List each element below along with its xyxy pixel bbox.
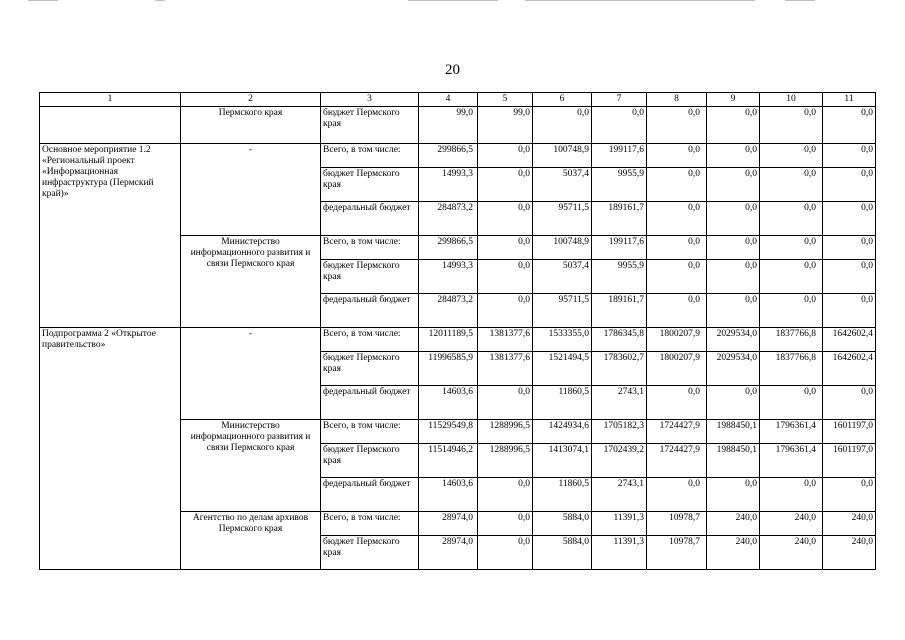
amount-cell: 1702439,2: [592, 444, 647, 478]
amount-cell: 11529549,8: [419, 420, 478, 444]
amount-cell: 0,0: [647, 260, 707, 294]
column-header: 7: [592, 93, 647, 107]
amount-cell: 0,0: [707, 294, 760, 328]
amount-cell: 100748,9: [533, 144, 592, 168]
scan-artifact: [28, 0, 58, 1]
amount-cell: 0,0: [760, 107, 823, 144]
amount-cell: 12011189,5: [419, 328, 478, 352]
amount-cell: 0,0: [478, 202, 533, 236]
amount-cell: 1724427,9: [647, 420, 707, 444]
amount-cell: 2743,1: [592, 478, 647, 512]
funding-source-cell: Всего, в том числе:: [321, 236, 419, 260]
amount-cell: 0,0: [707, 168, 760, 202]
column-header: 6: [533, 93, 592, 107]
amount-cell: 284873,2: [419, 294, 478, 328]
amount-cell: 11391,3: [592, 512, 647, 536]
amount-cell: 2743,1: [592, 386, 647, 420]
funding-source-cell: бюджет Пермского края: [321, 260, 419, 294]
funding-source-cell: федеральный бюджет: [321, 202, 419, 236]
funding-source-cell: бюджет Пермского края: [321, 536, 419, 570]
amount-cell: 0,0: [823, 144, 876, 168]
table-row: [40, 107, 876, 144]
budget-table: [39, 92, 876, 570]
amount-cell: 1988450,1: [707, 420, 760, 444]
amount-cell: 5884,0: [533, 536, 592, 570]
amount-cell: 0,0: [478, 536, 533, 570]
amount-cell: 1288996,5: [478, 420, 533, 444]
executor-cell: -: [181, 328, 321, 420]
amount-cell: 0,0: [647, 294, 707, 328]
amount-cell: 9955,9: [592, 168, 647, 202]
amount-cell: 0,0: [478, 294, 533, 328]
column-header: 8: [647, 93, 707, 107]
amount-cell: 0,0: [823, 260, 876, 294]
amount-cell: 1601197,0: [823, 444, 876, 478]
scan-artifact: [408, 0, 498, 1]
amount-cell: 1705182,3: [592, 420, 647, 444]
amount-cell: 0,0: [707, 107, 760, 144]
amount-cell: 0,0: [760, 236, 823, 260]
amount-cell: 189161,7: [592, 202, 647, 236]
activity-name-cell: [40, 107, 181, 144]
amount-cell: 99,0: [478, 107, 533, 144]
amount-cell: 1800207,9: [647, 352, 707, 386]
amount-cell: 11514946,2: [419, 444, 478, 478]
column-header: 5: [478, 93, 533, 107]
amount-cell: 1521494,5: [533, 352, 592, 386]
amount-cell: 0,0: [478, 260, 533, 294]
amount-cell: 284873,2: [419, 202, 478, 236]
amount-cell: 1642602,4: [823, 328, 876, 352]
funding-source-cell: бюджет Пермского края: [321, 107, 419, 144]
amount-cell: 240,0: [823, 512, 876, 536]
funding-source-cell: бюджет Пермского края: [321, 444, 419, 478]
amount-cell: 240,0: [707, 512, 760, 536]
column-header: 10: [760, 93, 823, 107]
amount-cell: 0,0: [478, 168, 533, 202]
amount-cell: 0,0: [478, 386, 533, 420]
amount-cell: 0,0: [707, 478, 760, 512]
amount-cell: 189161,7: [592, 294, 647, 328]
amount-cell: 0,0: [760, 260, 823, 294]
funding-source-cell: федеральный бюджет: [321, 386, 419, 420]
column-header: 3: [321, 93, 419, 107]
amount-cell: 240,0: [707, 536, 760, 570]
amount-cell: 0,0: [647, 107, 707, 144]
column-header: 1: [40, 93, 181, 107]
amount-cell: 240,0: [760, 512, 823, 536]
activity-name-cell: Основное мероприятие 1.2 «Региональный проект «Информационная инфраструктура (Пермский край)»: [40, 144, 181, 328]
amount-cell: 11391,3: [592, 536, 647, 570]
amount-cell: 1783602,7: [592, 352, 647, 386]
page-number: 20: [445, 62, 460, 78]
amount-cell: 2029534,0: [707, 352, 760, 386]
amount-cell: 11860,5: [533, 386, 592, 420]
amount-cell: 5884,0: [533, 512, 592, 536]
amount-cell: 0,0: [707, 202, 760, 236]
amount-cell: 0,0: [823, 202, 876, 236]
amount-cell: 1424934,6: [533, 420, 592, 444]
amount-cell: 0,0: [760, 386, 823, 420]
amount-cell: 0,0: [478, 236, 533, 260]
amount-cell: 1837766,8: [760, 328, 823, 352]
amount-cell: 0,0: [647, 386, 707, 420]
amount-cell: 1786345,8: [592, 328, 647, 352]
amount-cell: 0,0: [592, 107, 647, 144]
amount-cell: 1800207,9: [647, 328, 707, 352]
amount-cell: 0,0: [760, 202, 823, 236]
amount-cell: 0,0: [760, 144, 823, 168]
amount-cell: 199117,6: [592, 236, 647, 260]
scan-artifact: [525, 0, 755, 1]
amount-cell: 0,0: [823, 478, 876, 512]
amount-cell: 0,0: [707, 260, 760, 294]
amount-cell: 1988450,1: [707, 444, 760, 478]
amount-cell: 1724427,9: [647, 444, 707, 478]
amount-cell: 0,0: [823, 107, 876, 144]
amount-cell: 0,0: [823, 236, 876, 260]
column-header: 4: [419, 93, 478, 107]
amount-cell: 14603,6: [419, 478, 478, 512]
amount-cell: 1381377,6: [478, 352, 533, 386]
activity-name-cell: Подпрограмма 2 «Открытое правительство»: [40, 328, 181, 570]
amount-cell: 14993,3: [419, 168, 478, 202]
amount-cell: 1601197,0: [823, 420, 876, 444]
amount-cell: 240,0: [823, 536, 876, 570]
amount-cell: 0,0: [823, 168, 876, 202]
amount-cell: 0,0: [647, 168, 707, 202]
amount-cell: 0,0: [707, 386, 760, 420]
column-header: 2: [181, 93, 321, 107]
amount-cell: 100748,9: [533, 236, 592, 260]
amount-cell: 0,0: [478, 512, 533, 536]
amount-cell: 2029534,0: [707, 328, 760, 352]
amount-cell: 0,0: [647, 478, 707, 512]
amount-cell: 11860,5: [533, 478, 592, 512]
amount-cell: 95711,5: [533, 294, 592, 328]
amount-cell: 1381377,6: [478, 328, 533, 352]
column-header: 9: [707, 93, 760, 107]
amount-cell: 0,0: [647, 144, 707, 168]
executor-cell: Агентство по делам архивов Пермского края: [181, 512, 321, 570]
amount-cell: 0,0: [478, 478, 533, 512]
amount-cell: 1413074,1: [533, 444, 592, 478]
amount-cell: 0,0: [823, 294, 876, 328]
amount-cell: 11996585,9: [419, 352, 478, 386]
table-row: [40, 328, 876, 352]
amount-cell: 0,0: [647, 202, 707, 236]
amount-cell: 0,0: [478, 144, 533, 168]
amount-cell: 199117,6: [592, 144, 647, 168]
funding-source-cell: бюджет Пермского края: [321, 168, 419, 202]
table-row: [40, 144, 876, 168]
executor-cell: Пермского края: [181, 107, 321, 144]
amount-cell: 0,0: [647, 236, 707, 260]
amount-cell: 95711,5: [533, 202, 592, 236]
executor-cell: Министерство информационного развития и связи Пермского края: [181, 236, 321, 328]
funding-source-cell: федеральный бюджет: [321, 294, 419, 328]
amount-cell: 10978,7: [647, 536, 707, 570]
amount-cell: 14993,3: [419, 260, 478, 294]
funding-source-cell: федеральный бюджет: [321, 478, 419, 512]
amount-cell: 10978,7: [647, 512, 707, 536]
amount-cell: 1837766,8: [760, 352, 823, 386]
funding-source-cell: бюджет Пермского края: [321, 352, 419, 386]
amount-cell: 299866,5: [419, 236, 478, 260]
amount-cell: 0,0: [707, 236, 760, 260]
amount-cell: 0,0: [823, 386, 876, 420]
column-header: 11: [823, 93, 876, 107]
executor-cell: Министерство информационного развития и связи Пермского края: [181, 420, 321, 512]
scan-artifact: [155, 0, 165, 1]
executor-cell: -: [181, 144, 321, 236]
scan-artifact: [785, 0, 815, 1]
amount-cell: 5037,4: [533, 168, 592, 202]
amount-cell: 0,0: [707, 144, 760, 168]
column-number-row: [40, 93, 876, 107]
funding-source-cell: Всего, в том числе:: [321, 328, 419, 352]
funding-source-cell: Всего, в том числе:: [321, 144, 419, 168]
amount-cell: 1796361,4: [760, 444, 823, 478]
funding-source-cell: Всего, в том числе:: [321, 420, 419, 444]
amount-cell: 0,0: [760, 168, 823, 202]
amount-cell: 1533355,0: [533, 328, 592, 352]
amount-cell: 1288996,5: [478, 444, 533, 478]
amount-cell: 28974,0: [419, 536, 478, 570]
amount-cell: 5037,4: [533, 260, 592, 294]
amount-cell: 99,0: [419, 107, 478, 144]
amount-cell: 9955,9: [592, 260, 647, 294]
amount-cell: 0,0: [760, 294, 823, 328]
amount-cell: 1796361,4: [760, 420, 823, 444]
funding-source-cell: Всего, в том числе:: [321, 512, 419, 536]
amount-cell: 240,0: [760, 536, 823, 570]
amount-cell: 28974,0: [419, 512, 478, 536]
amount-cell: 299866,5: [419, 144, 478, 168]
amount-cell: 0,0: [533, 107, 592, 144]
amount-cell: 1642602,4: [823, 352, 876, 386]
amount-cell: 14603,6: [419, 386, 478, 420]
amount-cell: 0,0: [760, 478, 823, 512]
